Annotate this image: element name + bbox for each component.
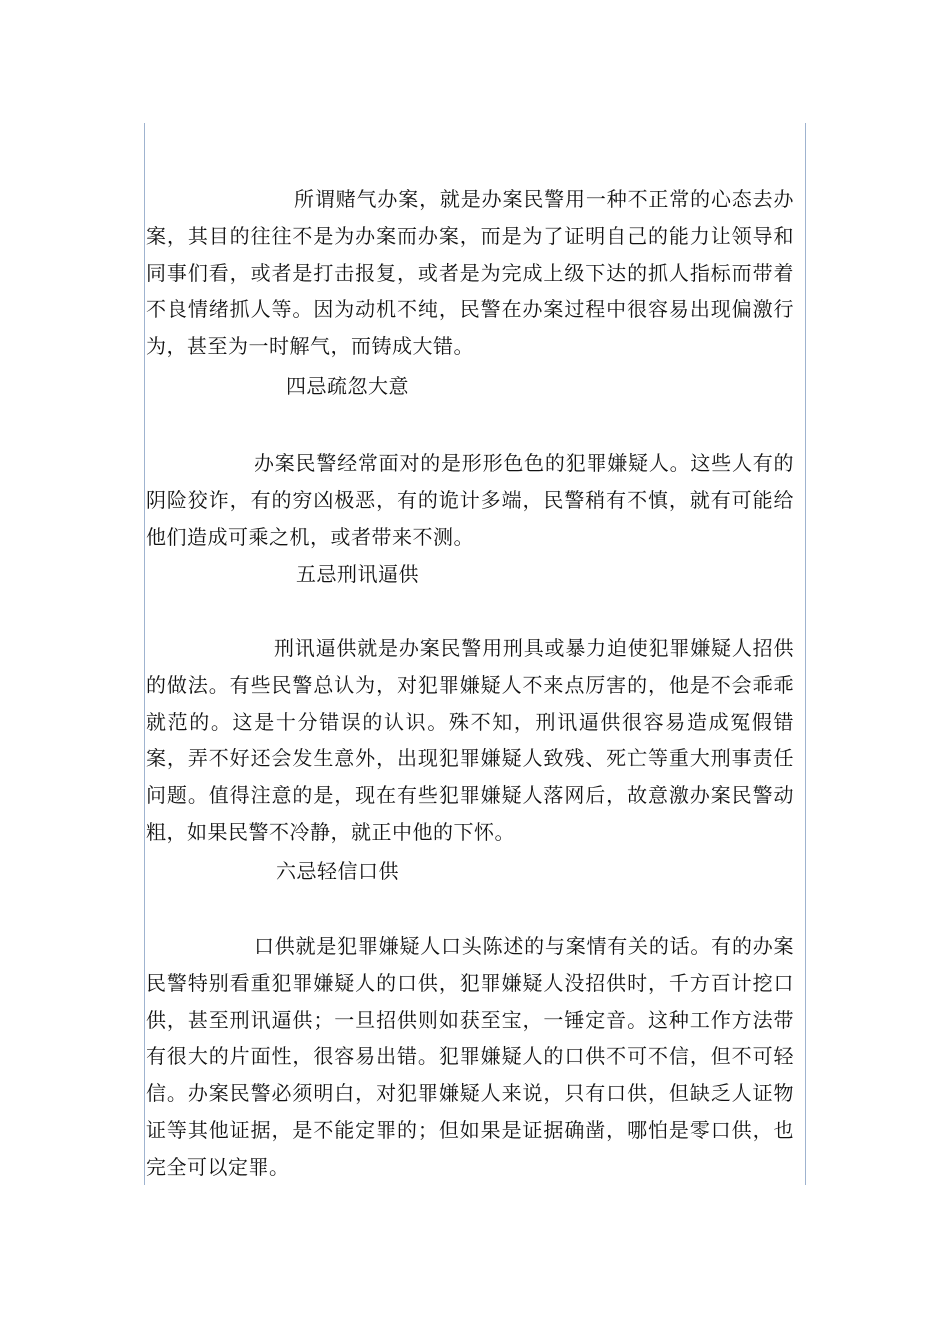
paragraph-careless: 办案民警经常面对的是形形色色的犯罪嫌疑人。这些人有的阴险狡诈，有的穷凶极恶，有的诡计多端，民警稍有不慎，就有可能给他们造成可乘之机，或者带来不测。 — [146, 451, 794, 549]
paragraph-angry-handling: 所谓赌气办案，就是办案民警用一种不正常的心态去办案，其目的往往不是为办案而办案，而是为了证明自己的能力让领导和同事们看，或者是打击报复，或者是为完成上级下达的抓人指标而带着不良情绪抓人等。因为动机不纯，民警在办案过程中很容易出现偏激行为，甚至为一时解气，而铸成大错。 — [146, 187, 794, 359]
left-margin-rule — [144, 123, 145, 1185]
heading-section-six: 六忌轻信口供 — [276, 859, 399, 883]
heading-section-five: 五忌刑讯逼供 — [296, 562, 419, 586]
paragraph-oral-confession: 口供就是犯罪嫌疑人口头陈述的与案情有关的话。有的办案民警特别看重犯罪嫌疑人的口供，犯罪嫌疑人没招供时，千方百计挖口供，甚至刑讯逼供；一旦招供则如获至宝，一锤定音。这种工作方法带有很大的片面性，很容易出错。犯罪嫌疑人的口供不可不信，但不可轻信。办案民警必须明白，对犯罪嫌疑人来说，只有口供，但缺乏人证物证等其他证据，是不能定罪的；但如果是证据确凿，哪怕是零口供，也完全可以定罪。 — [146, 934, 794, 1179]
right-margin-rule — [805, 123, 806, 1185]
heading-section-four: 四忌疏忽大意 — [286, 374, 409, 398]
paragraph-coerced-confession: 刑讯逼供就是办案民警用刑具或暴力迫使犯罪嫌疑人招供的做法。有些民警总认为，对犯罪嫌疑人不来点厉害的，他是不会乖乖就范的。这是十分错误的认识。殊不知，刑讯逼供很容易造成冤假错案，弄不好还会发生意外，出现犯罪嫌疑人致残、死亡等重大刑事责任问题。值得注意的是，现在有些犯罪嫌疑人落网后，故意激办案民警动粗，如果民警不冷静，就正中他的下怀。 — [146, 636, 794, 844]
